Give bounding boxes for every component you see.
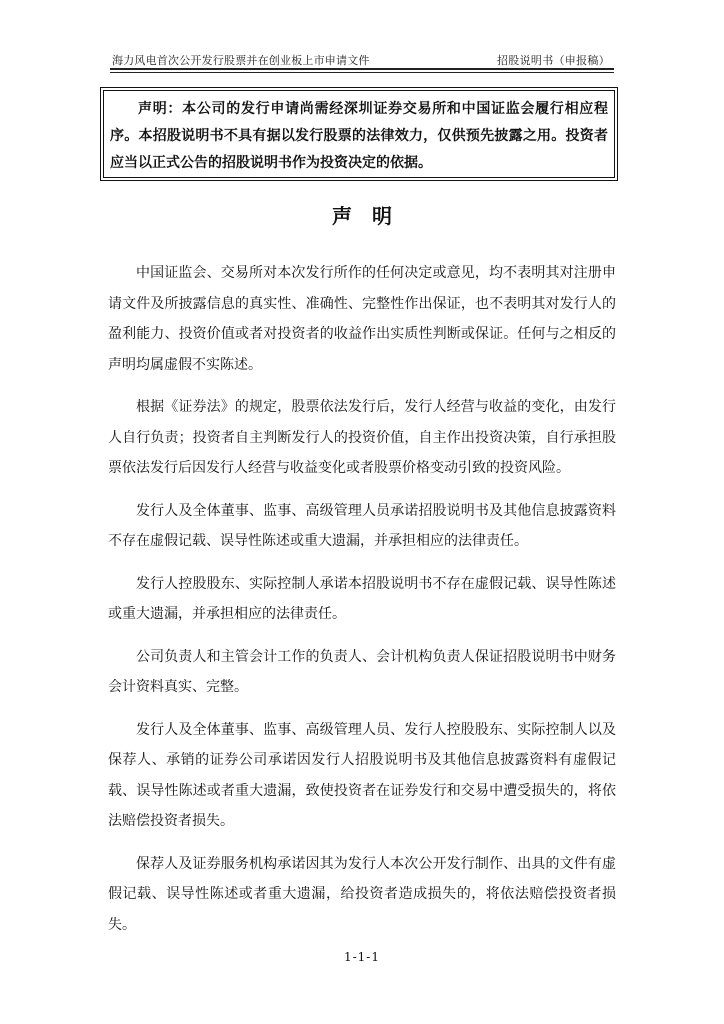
page-header [110,50,614,68]
paragraph: 根据《证券法》的规定，股票依法发行后，发行人经营与收益的变化，由发行人自行负责；投资者自主判断发行人的投资价值，自主作出投资决策，自行承担股票依法发行后因发行人经营与收益变化或者股票价格变动引致的投资风险。 [108,399,616,476]
declaration-body [108,258,616,952]
header-document-title: 海力风电首次公开发行股票并在创业板上市申请文件 [112,54,370,67]
page-number: 1-1-1 [343,950,380,964]
paragraph: 保荐人及证券服务机构承诺因其为发行人本次公开发行制作、出具的文件有虚假记载、误导性陈述或者重大遗漏，给投资者造成损失的，将依法赔偿投资者损失。 [108,855,616,933]
page-title: 声明 [332,204,412,228]
header-document-type: 招股说明书（申报稿） [497,54,610,67]
notice-box [103,90,615,178]
notice-text: 声明：本公司的发行申请尚需经深圳证券交易所和中国证监会履行相应程序。本招股说明书不具有据以发行股票的法律效力，仅供预先披露之用。投资者应当以正式公告的招股说明书作为投资决定的依据。 [110,101,608,171]
paragraph: 发行人及全体董事、监事、高级管理人员承诺招股说明书及其他信息披露资料不存在虚假记载、误导性陈述或重大遗漏，并承担相应的法律责任。 [108,502,616,549]
paragraph: 发行人控股股东、实际控制人承诺本招股说明书不存在虚假记载、误导性陈述或重大遗漏，并承担相应的法律责任。 [108,575,616,622]
paragraph: 公司负责人和主管会计工作的负责人、会计机构负责人保证招股说明书中财务会计资料真实、完整。 [108,648,616,695]
paragraph: 中国证监会、交易所对本次发行所作的任何决定或意见，均不表明其对注册申请文件及所披露信息的真实性、准确性、完整性作出保证，也不表明其对发行人的盈利能力、投资价值或者对投资者的收益作出实质性判断或保证。任何与之相反的声明均属虚假不实陈述。 [108,265,616,373]
paragraph: 发行人及全体董事、监事、高级管理人员、发行人控股股东、实际控制人以及保荐人、承销的证券公司承诺因发行人招股说明书及其他信息披露资料有虚假记载、误导性陈述或者重大遗漏，致使投资者在证券发行和交易中遭受损失的，将依法赔偿投资者损失。 [108,721,616,829]
header-rule-thick [110,68,614,70]
header-rule-thin [110,72,614,73]
